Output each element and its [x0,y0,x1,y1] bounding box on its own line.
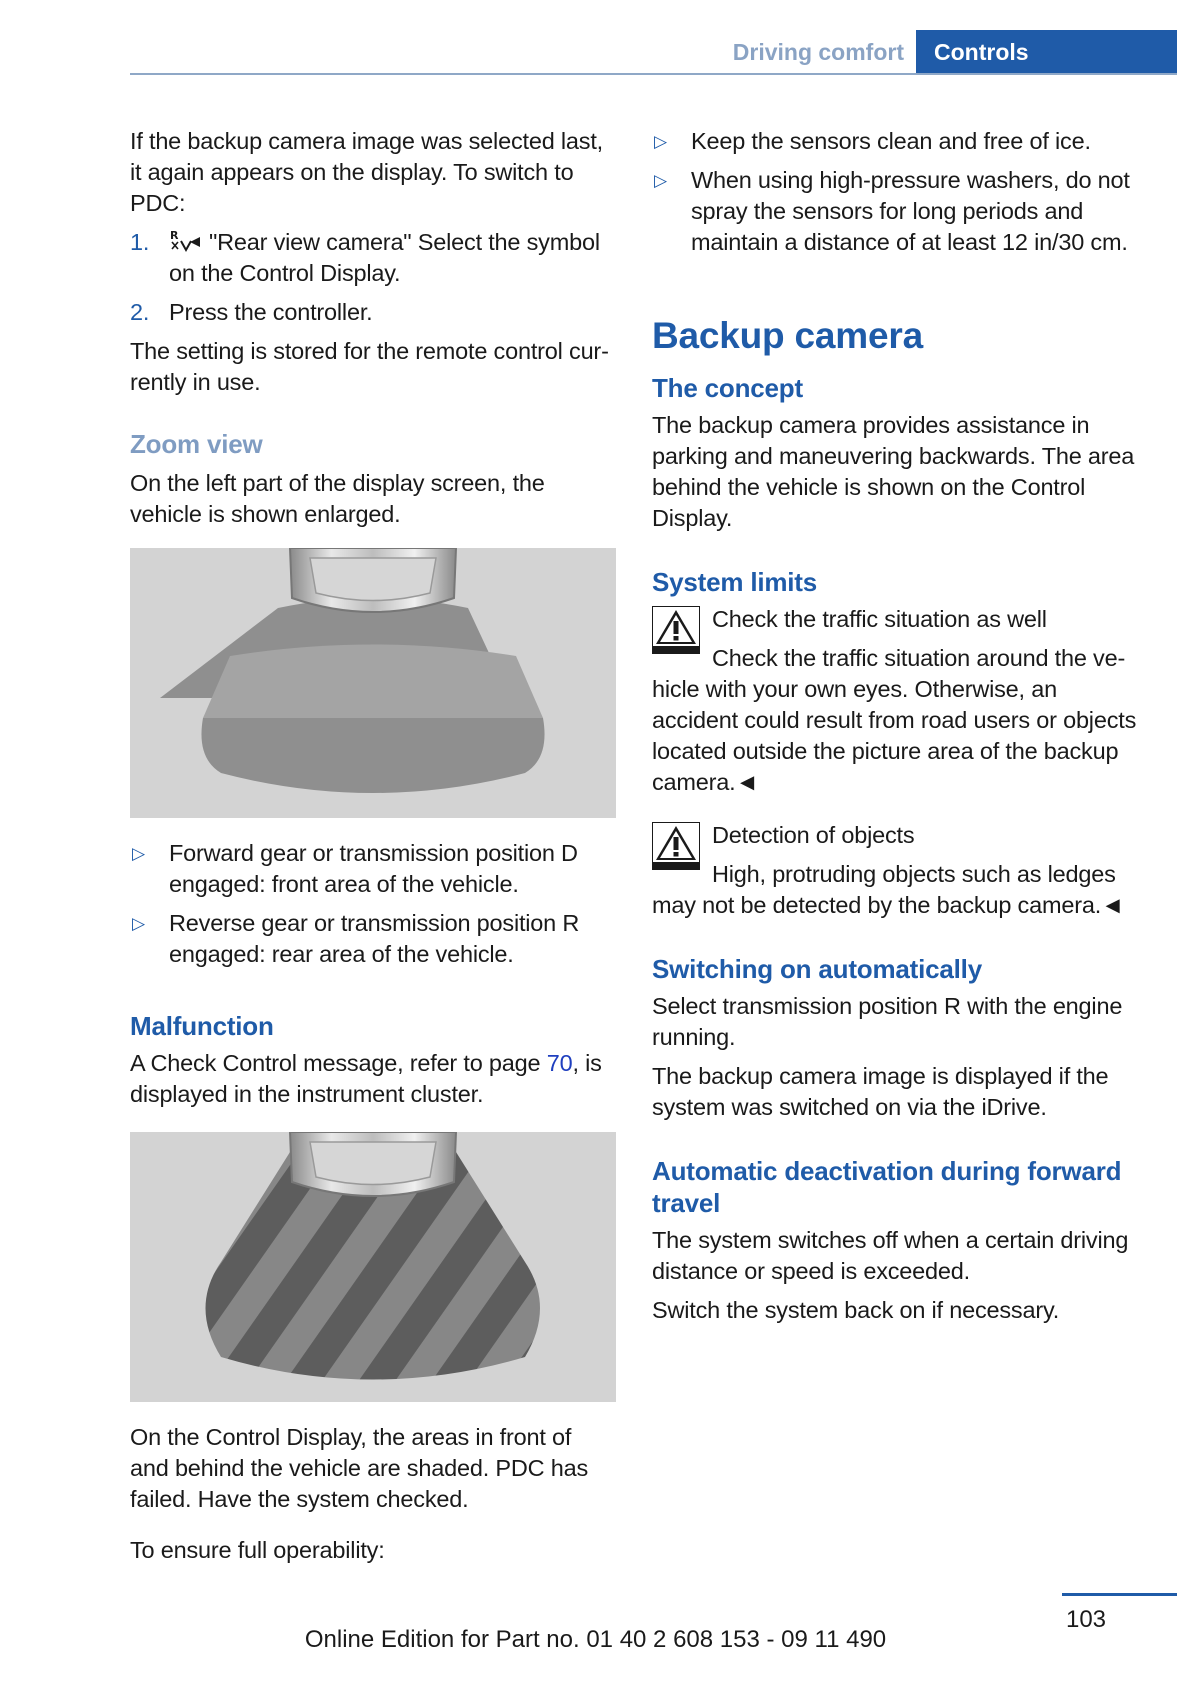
auto-deactivation-text-2: Switch the system back on if necessary. [652,1297,1060,1323]
svg-text:R: R [170,229,179,242]
malfunction-heading: Malfunction [130,1011,274,1041]
step-item [130,297,616,328]
bullet-text: Reverse gear or transmission position R engaged: rear area of the vehicle. [169,910,580,967]
left-column [130,126,616,1574]
right-column [652,126,1137,1334]
malfunction-illustration [130,1132,616,1402]
switching-on-text-2: The backup camera image is displayed if the system was switched on via the iDrive. [652,1063,1109,1120]
bullet-text: When using high-pressure washers, do not spray the sensors for long periods and maintain a distance of at least 12 in/30 cm. [691,167,1130,255]
pdc-steps-list [130,227,616,328]
auto-deactivation-text-1: The system switches off when a certain driving distance or speed is exceeded. [652,1227,1129,1284]
footer-divider [1062,1593,1177,1596]
list-item [652,126,1137,157]
shaded-area-figure [130,1132,616,1402]
bullet-text: Keep the sensors clean and free of ice. [691,128,1091,154]
warning-text: Check the traffic situation around the vehicle with your own eyes. Otherwise, an accident could result from road users or objects located outside the picture area of the backup camera.◄ [652,645,1137,795]
page-number: 103 [1065,1606,1107,1633]
warning-block [652,604,1137,798]
malfunction-text-before: A Check Control message, refer to page [130,1050,547,1076]
list-item [130,908,616,970]
step-number: 2. [130,299,150,325]
header-section-title: Driving comfort [732,39,904,65]
concept-heading: The concept [652,373,803,403]
list-item [130,838,616,900]
zoom-view-illustration [130,548,616,818]
operability-text: To ensure full operability: [130,1537,385,1563]
warning-triangle-icon [652,822,700,870]
header-divider [130,73,1177,75]
bullet-triangle-icon: ▷ [654,171,667,190]
warning-title: Detection of objects [712,822,915,848]
switching-on-heading: Switching on automatically [652,954,982,984]
system-limits-heading: System limits [652,567,818,597]
page-reference-link[interactable]: 70 [546,1050,573,1076]
bullet-triangle-icon: ▷ [654,132,667,151]
step-text: Press the controller. [169,299,373,325]
malfunction-after-image: On the Control Display, the areas in front of and behind the vehicle are shaded. PDC has failed. Have the system checked. [130,1424,588,1512]
stored-note: The setting is stored for the remote control currently in use. [130,338,609,395]
rear-view-camera-icon [169,228,201,254]
list-item [652,165,1137,258]
malfunction-text [130,1048,616,1110]
auto-deactivation-heading: Automatic deactivation during forward travel [652,1156,1122,1218]
step-number: 1. [130,229,150,255]
header-chapter-tab: Controls [916,30,1177,75]
warning-triangle-icon [652,606,700,654]
bullet-text: Forward gear or transmission position D engaged: front area of the vehicle. [169,840,578,897]
step-text: "Rear view camera" Select the symbol on the Control Display. [169,229,600,286]
warning-text: High, protruding objects such as ledges may not be detected by the backup camera.◄ [652,861,1125,918]
zoom-view-text: On the left part of the display screen, the vehicle is shown enlarged. [130,470,545,527]
warning-title: Check the traffic situation as well [712,606,1047,632]
malfunction-text-after: , is displayed in the instrument cluster. [130,1050,602,1107]
switching-on-text-1: Select transmission position R with the engine running. [652,993,1123,1050]
intro-paragraph: If the backup camera image was selected last, it again appears on the display. To switch to PDC: [130,128,603,216]
step-item [130,227,616,289]
backup-camera-title: Backup camera [652,315,923,356]
concept-text: The backup camera provides assistance in parking and maneuvering backwards. The area behind the vehicle is shown on the Control Display. [652,412,1135,531]
bullet-triangle-icon: ▷ [132,844,145,863]
page-header [130,30,1177,74]
warning-block [652,820,1137,921]
sensor-care-bullets [652,126,1137,258]
vehicle-zoom-figure [130,548,616,818]
zoom-view-heading: Zoom view [130,429,263,459]
zoom-view-bullets [130,838,616,970]
edition-footer: Online Edition for Part no. 01 40 2 608 153 - 09 11 490 [304,1626,887,1653]
bullet-triangle-icon: ▷ [132,914,145,933]
